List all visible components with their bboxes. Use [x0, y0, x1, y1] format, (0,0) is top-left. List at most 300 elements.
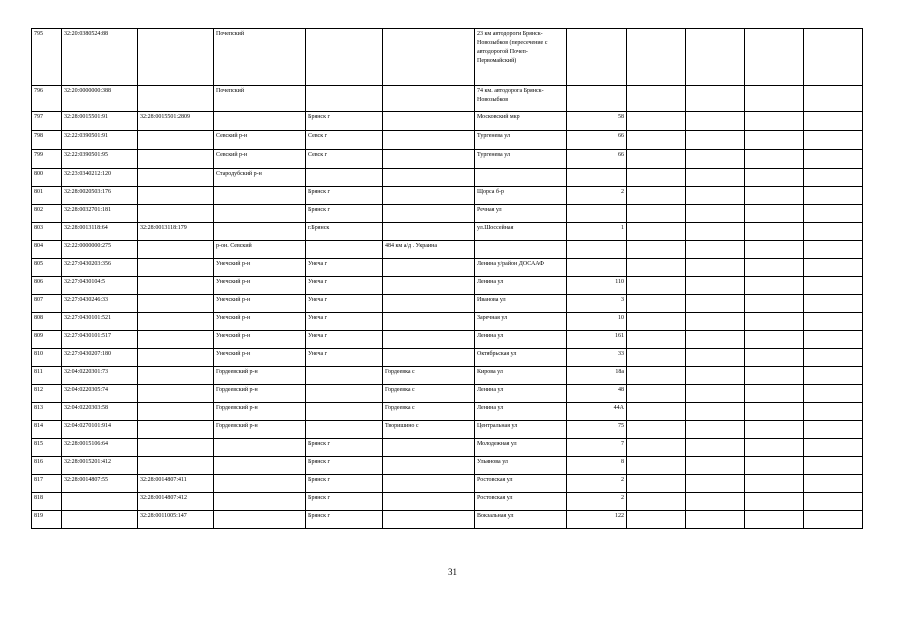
- cell-settlement: [383, 131, 475, 150]
- cell-extra-4: [804, 439, 863, 457]
- cell-extra-4: [804, 131, 863, 150]
- cell-cadastral-number: 32:28:0014807:55: [62, 475, 138, 493]
- table-row: [32, 439, 863, 457]
- cell-extra-3: [745, 86, 804, 112]
- cell-cadastral-number: [62, 511, 138, 529]
- cell-cadastral-number: 32:20:0000000:388: [62, 86, 138, 112]
- cell-extra-2: [686, 259, 745, 277]
- cell-row-number: 805: [32, 259, 62, 277]
- cell-extra-1: [627, 403, 686, 421]
- cell-extra-2: [686, 439, 745, 457]
- cell-row-number: 798: [32, 131, 62, 150]
- cell-extra-4: [804, 349, 863, 367]
- cell-cadastral-number: 32:28:0013118:64: [62, 223, 138, 241]
- cell-street: Заречная ул: [475, 313, 567, 331]
- cell-row-number: 819: [32, 511, 62, 529]
- cell-extra-2: [686, 367, 745, 385]
- cell-house-number: 161: [567, 331, 627, 349]
- cell-house-number: 58: [567, 112, 627, 131]
- cell-city: Брянск г: [306, 205, 383, 223]
- cell-row-number: 799: [32, 150, 62, 169]
- cell-row-number: 813: [32, 403, 62, 421]
- table-row: [32, 295, 863, 313]
- cell-extra-4: [804, 421, 863, 439]
- cell-extra-3: [745, 313, 804, 331]
- cell-settlement: [383, 150, 475, 169]
- cell-row-number: 802: [32, 205, 62, 223]
- cell-extra-1: [627, 385, 686, 403]
- cell-row-number: 814: [32, 421, 62, 439]
- cell-settlement: [383, 205, 475, 223]
- cell-building-cadastral-number: [138, 421, 214, 439]
- cell-row-number: 800: [32, 169, 62, 187]
- cell-extra-2: [686, 131, 745, 150]
- cell-extra-2: [686, 86, 745, 112]
- cell-settlement: [383, 277, 475, 295]
- cell-extra-3: [745, 331, 804, 349]
- cell-extra-3: [745, 131, 804, 150]
- cell-district: [214, 493, 306, 511]
- cell-extra-1: [627, 439, 686, 457]
- cell-row-number: 808: [32, 313, 62, 331]
- cell-extra-3: [745, 511, 804, 529]
- cell-extra-2: [686, 169, 745, 187]
- cell-building-cadastral-number: [138, 367, 214, 385]
- cell-house-number: [567, 205, 627, 223]
- cell-building-cadastral-number: [138, 29, 214, 86]
- cell-settlement: Гордеевка с: [383, 403, 475, 421]
- cell-building-cadastral-number: [138, 241, 214, 259]
- cell-house-number: 33: [567, 349, 627, 367]
- cell-settlement: Гордеевка с: [383, 385, 475, 403]
- cell-city: Унеча г: [306, 259, 383, 277]
- cell-city: [306, 367, 383, 385]
- cell-settlement: [383, 259, 475, 277]
- cell-extra-1: [627, 493, 686, 511]
- cell-row-number: 809: [32, 331, 62, 349]
- cell-house-number: 2: [567, 493, 627, 511]
- cell-district: [214, 112, 306, 131]
- cell-settlement: [383, 511, 475, 529]
- cell-settlement: [383, 112, 475, 131]
- cell-extra-4: [804, 403, 863, 421]
- cell-district: [214, 223, 306, 241]
- cell-house-number: 8: [567, 457, 627, 475]
- cell-house-number: [567, 259, 627, 277]
- table-row: [32, 457, 863, 475]
- cell-house-number: 110: [567, 277, 627, 295]
- cell-extra-1: [627, 367, 686, 385]
- cell-settlement: [383, 313, 475, 331]
- cell-extra-1: [627, 511, 686, 529]
- cell-settlement: [383, 331, 475, 349]
- cell-street: Ленина у/район ДОСААФ: [475, 259, 567, 277]
- cell-extra-3: [745, 150, 804, 169]
- cell-building-cadastral-number: [138, 331, 214, 349]
- cell-building-cadastral-number: [138, 205, 214, 223]
- cell-extra-1: [627, 277, 686, 295]
- cell-house-number: [567, 86, 627, 112]
- cell-cadastral-number: 32:04:0220301:73: [62, 367, 138, 385]
- cell-street: Щорса б-р: [475, 187, 567, 205]
- cell-house-number: 18а: [567, 367, 627, 385]
- cell-city: Севск г: [306, 131, 383, 150]
- cell-extra-2: [686, 475, 745, 493]
- cell-city: Севск г: [306, 150, 383, 169]
- cell-district: Унечский р-н: [214, 295, 306, 313]
- cell-extra-1: [627, 205, 686, 223]
- cell-extra-1: [627, 223, 686, 241]
- cell-city: Брянск г: [306, 187, 383, 205]
- cell-extra-1: [627, 29, 686, 86]
- table-row: [32, 475, 863, 493]
- cell-row-number: 803: [32, 223, 62, 241]
- cell-street: Молодежная ул: [475, 439, 567, 457]
- cell-building-cadastral-number: [138, 187, 214, 205]
- cell-district: Гордеевский р-н: [214, 421, 306, 439]
- cell-building-cadastral-number: [138, 385, 214, 403]
- cell-district: Унечский р-н: [214, 349, 306, 367]
- cell-city: Унеча г: [306, 313, 383, 331]
- cell-extra-2: [686, 457, 745, 475]
- cell-street: Тургенева ул: [475, 150, 567, 169]
- cell-extra-4: [804, 86, 863, 112]
- cell-extra-2: [686, 493, 745, 511]
- table-body: [32, 29, 863, 529]
- cell-settlement: [383, 29, 475, 86]
- table-row: [32, 313, 863, 331]
- cell-house-number: 10: [567, 313, 627, 331]
- cell-district: Унечский р-н: [214, 313, 306, 331]
- cell-extra-1: [627, 313, 686, 331]
- cell-extra-3: [745, 223, 804, 241]
- cell-city: Унеча г: [306, 349, 383, 367]
- cell-extra-3: [745, 385, 804, 403]
- cell-house-number: 66: [567, 150, 627, 169]
- cell-settlement: [383, 493, 475, 511]
- cell-settlement: [383, 295, 475, 313]
- cell-house-number: 2: [567, 187, 627, 205]
- cell-extra-1: [627, 349, 686, 367]
- cell-city: Брянск г: [306, 457, 383, 475]
- cell-extra-3: [745, 457, 804, 475]
- cell-building-cadastral-number: 32:28:0014807:412: [138, 493, 214, 511]
- cell-district: р-он. Севский: [214, 241, 306, 259]
- page-number: 31: [448, 567, 457, 577]
- cell-street: Ленина ул: [475, 385, 567, 403]
- table-row: [32, 385, 863, 403]
- cell-building-cadastral-number: [138, 150, 214, 169]
- cell-extra-3: [745, 205, 804, 223]
- cell-building-cadastral-number: 32:28:0011005:147: [138, 511, 214, 529]
- cell-cadastral-number: 32:28:0020503:176: [62, 187, 138, 205]
- cell-extra-2: [686, 29, 745, 86]
- cell-district: Унечский р-н: [214, 277, 306, 295]
- cell-street: Ленина ул: [475, 277, 567, 295]
- cell-street: [475, 169, 567, 187]
- cell-extra-1: [627, 241, 686, 259]
- cell-extra-2: [686, 205, 745, 223]
- cell-house-number: 1: [567, 223, 627, 241]
- table-row: [32, 241, 863, 259]
- cell-district: [214, 439, 306, 457]
- cell-street: Ростовская ул: [475, 493, 567, 511]
- cell-row-number: 811: [32, 367, 62, 385]
- cell-city: [306, 241, 383, 259]
- cell-street: Ульянова ул: [475, 457, 567, 475]
- cell-row-number: 807: [32, 295, 62, 313]
- cell-settlement: Творишино с: [383, 421, 475, 439]
- cell-extra-1: [627, 421, 686, 439]
- cell-extra-4: [804, 331, 863, 349]
- cell-extra-2: [686, 241, 745, 259]
- cell-extra-2: [686, 385, 745, 403]
- cell-cadastral-number: 32:22:0000000:275: [62, 241, 138, 259]
- cell-district: [214, 205, 306, 223]
- cell-extra-4: [804, 29, 863, 86]
- cell-building-cadastral-number: [138, 295, 214, 313]
- cell-extra-3: [745, 493, 804, 511]
- cell-extra-4: [804, 187, 863, 205]
- cell-city: Брянск г: [306, 475, 383, 493]
- cell-cadastral-number: 32:27:0430246:33: [62, 295, 138, 313]
- table-row: [32, 349, 863, 367]
- table-row: [32, 205, 863, 223]
- cell-street: Октябрьская ул: [475, 349, 567, 367]
- cell-extra-4: [804, 277, 863, 295]
- cell-building-cadastral-number: [138, 313, 214, 331]
- cell-street: ул.Шоссейная: [475, 223, 567, 241]
- cell-cadastral-number: 32:28:0015501:91: [62, 112, 138, 131]
- cell-district: Унечский р-н: [214, 259, 306, 277]
- cell-extra-4: [804, 169, 863, 187]
- cell-district: Стародубский р-н: [214, 169, 306, 187]
- cell-house-number: 44А: [567, 403, 627, 421]
- cell-extra-2: [686, 403, 745, 421]
- cell-street: [475, 241, 567, 259]
- cell-city: Брянск г: [306, 493, 383, 511]
- table-row: [32, 331, 863, 349]
- cell-settlement: [383, 349, 475, 367]
- cell-building-cadastral-number: [138, 169, 214, 187]
- cell-extra-1: [627, 475, 686, 493]
- table-row: [32, 112, 863, 131]
- cell-street: Центральная ул: [475, 421, 567, 439]
- cell-district: Гордеевский р-н: [214, 367, 306, 385]
- cell-extra-4: [804, 205, 863, 223]
- cell-house-number: 7: [567, 439, 627, 457]
- cell-house-number: 3: [567, 295, 627, 313]
- cell-row-number: 804: [32, 241, 62, 259]
- cell-street: Ленина ул: [475, 331, 567, 349]
- cell-extra-3: [745, 295, 804, 313]
- table-row: [32, 511, 863, 529]
- cell-extra-3: [745, 112, 804, 131]
- table-row: [32, 150, 863, 169]
- cell-cadastral-number: 32:27:0430203:356: [62, 259, 138, 277]
- cell-city: Унеча г: [306, 277, 383, 295]
- cell-extra-4: [804, 493, 863, 511]
- cell-extra-2: [686, 349, 745, 367]
- cell-extra-1: [627, 112, 686, 131]
- cell-extra-4: [804, 259, 863, 277]
- cell-street: 23 км автодороги Брянск-Новозыбков (пересечение с автодорогой Почеп-Первомайский): [475, 29, 567, 86]
- table-row: [32, 29, 863, 86]
- cell-settlement: [383, 86, 475, 112]
- cell-extra-4: [804, 385, 863, 403]
- cell-extra-4: [804, 241, 863, 259]
- cell-cadastral-number: 32:04:0270101:914: [62, 421, 138, 439]
- cell-cadastral-number: 32:27:0430104:5: [62, 277, 138, 295]
- cell-extra-2: [686, 421, 745, 439]
- cell-settlement: [383, 169, 475, 187]
- cell-city: [306, 86, 383, 112]
- cell-extra-3: [745, 169, 804, 187]
- cell-building-cadastral-number: [138, 457, 214, 475]
- cell-extra-4: [804, 313, 863, 331]
- cell-house-number: [567, 241, 627, 259]
- cell-extra-4: [804, 223, 863, 241]
- cell-extra-3: [745, 259, 804, 277]
- cell-city: г.Брянск: [306, 223, 383, 241]
- cell-cadastral-number: [62, 493, 138, 511]
- table-row: [32, 403, 863, 421]
- cell-cadastral-number: 32:27:0430101:521: [62, 313, 138, 331]
- cell-settlement: [383, 187, 475, 205]
- table-row: [32, 367, 863, 385]
- cell-building-cadastral-number: [138, 86, 214, 112]
- cell-extra-3: [745, 367, 804, 385]
- cell-extra-1: [627, 131, 686, 150]
- cell-city: Брянск г: [306, 511, 383, 529]
- cell-extra-1: [627, 169, 686, 187]
- table-row: [32, 493, 863, 511]
- cell-row-number: 806: [32, 277, 62, 295]
- cell-extra-2: [686, 112, 745, 131]
- cell-house-number: 122: [567, 511, 627, 529]
- cell-extra-2: [686, 277, 745, 295]
- cell-building-cadastral-number: 32:28:0014807:411: [138, 475, 214, 493]
- cell-extra-2: [686, 295, 745, 313]
- cell-settlement: [383, 457, 475, 475]
- cell-district: [214, 511, 306, 529]
- cell-extra-1: [627, 259, 686, 277]
- cell-city: Брянск г: [306, 439, 383, 457]
- cell-extra-4: [804, 367, 863, 385]
- cell-row-number: 795: [32, 29, 62, 86]
- cell-street: Ленина ул: [475, 403, 567, 421]
- cell-city: Унеча г: [306, 295, 383, 313]
- cell-street: Речная ул: [475, 205, 567, 223]
- cell-extra-4: [804, 457, 863, 475]
- cell-city: Брянск г: [306, 112, 383, 131]
- cell-cadastral-number: 32:22:0390501:91: [62, 131, 138, 150]
- cell-row-number: 810: [32, 349, 62, 367]
- cell-house-number: 75: [567, 421, 627, 439]
- cell-district: [214, 187, 306, 205]
- cell-extra-4: [804, 112, 863, 131]
- cell-extra-3: [745, 403, 804, 421]
- cell-cadastral-number: 32:04:0220305:74: [62, 385, 138, 403]
- cell-building-cadastral-number: [138, 259, 214, 277]
- cell-district: Гордеевский р-н: [214, 385, 306, 403]
- table-row: [32, 187, 863, 205]
- cell-row-number: 796: [32, 86, 62, 112]
- cell-house-number: [567, 169, 627, 187]
- cell-street: Московский мкр: [475, 112, 567, 131]
- cell-house-number: 48: [567, 385, 627, 403]
- cell-district: Севский р-н: [214, 150, 306, 169]
- cell-extra-4: [804, 511, 863, 529]
- table-row: [32, 223, 863, 241]
- cell-extra-2: [686, 313, 745, 331]
- cell-row-number: 815: [32, 439, 62, 457]
- cell-extra-4: [804, 295, 863, 313]
- table-row: [32, 86, 863, 112]
- cell-extra-3: [745, 421, 804, 439]
- cell-district: Почепский: [214, 86, 306, 112]
- cell-cadastral-number: 32:28:0032701:181: [62, 205, 138, 223]
- cell-cadastral-number: 32:28:0015201:412: [62, 457, 138, 475]
- cell-cadastral-number: 32:23:0340212:120: [62, 169, 138, 187]
- cell-extra-3: [745, 241, 804, 259]
- cell-city: [306, 169, 383, 187]
- cell-row-number: 816: [32, 457, 62, 475]
- cell-extra-1: [627, 331, 686, 349]
- cell-cadastral-number: 32:22:0390501:95: [62, 150, 138, 169]
- cell-street: Вокзальная ул: [475, 511, 567, 529]
- cell-city: [306, 29, 383, 86]
- cell-settlement: Гордеевка с: [383, 367, 475, 385]
- cell-cadastral-number: 32:28:0015106:64: [62, 439, 138, 457]
- cell-extra-1: [627, 86, 686, 112]
- cell-extra-3: [745, 439, 804, 457]
- cell-building-cadastral-number: [138, 131, 214, 150]
- table-row: [32, 259, 863, 277]
- cell-extra-3: [745, 187, 804, 205]
- cell-building-cadastral-number: [138, 403, 214, 421]
- cell-settlement: [383, 223, 475, 241]
- cell-extra-2: [686, 511, 745, 529]
- cell-city: Унеча г: [306, 331, 383, 349]
- cell-extra-1: [627, 187, 686, 205]
- cell-district: Унечский р-н: [214, 331, 306, 349]
- cell-street: Кирова ул: [475, 367, 567, 385]
- table-row: [32, 277, 863, 295]
- cell-street: 74 км. автодорога Брянск-Новозыбков: [475, 86, 567, 112]
- cell-street: Иванова ул: [475, 295, 567, 313]
- cell-extra-2: [686, 187, 745, 205]
- cell-settlement: [383, 439, 475, 457]
- cell-district: Гордеевский р-н: [214, 403, 306, 421]
- cell-extra-3: [745, 29, 804, 86]
- cell-extra-3: [745, 277, 804, 295]
- cell-building-cadastral-number: [138, 349, 214, 367]
- cell-extra-1: [627, 295, 686, 313]
- cell-extra-1: [627, 457, 686, 475]
- cell-city: [306, 421, 383, 439]
- cell-house-number: 66: [567, 131, 627, 150]
- cell-cadastral-number: 32:04:0220303:58: [62, 403, 138, 421]
- cell-building-cadastral-number: 32:28:0015501:2809: [138, 112, 214, 131]
- cell-city: [306, 385, 383, 403]
- cell-row-number: 801: [32, 187, 62, 205]
- cell-building-cadastral-number: 32:28:0013118:179: [138, 223, 214, 241]
- cell-city: [306, 403, 383, 421]
- cell-district: [214, 475, 306, 493]
- cell-extra-4: [804, 475, 863, 493]
- cell-extra-3: [745, 349, 804, 367]
